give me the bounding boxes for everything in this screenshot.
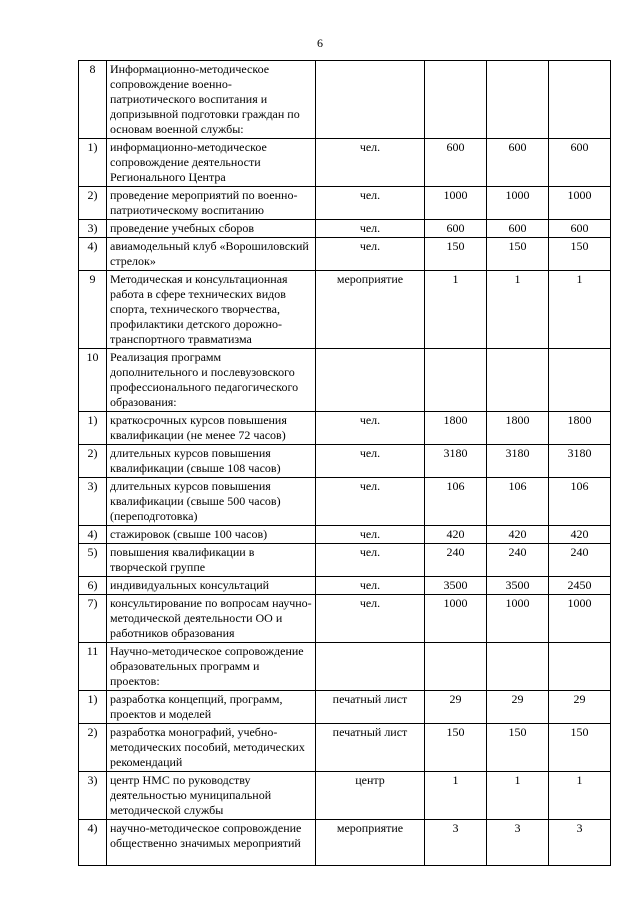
- row-value-3: 1: [549, 271, 611, 349]
- row-value-1: 3: [425, 820, 487, 866]
- row-value-2: 3: [487, 820, 549, 866]
- table-row: [79, 544, 611, 577]
- row-number: 10: [79, 349, 107, 412]
- row-value-3: 1000: [549, 595, 611, 643]
- row-name: Научно-методическое сопровождение образовательных программ и проектов:: [107, 643, 316, 691]
- row-unit: мероприятие: [316, 271, 425, 349]
- table-row: [79, 220, 611, 238]
- table-row: [79, 349, 611, 412]
- row-value-2: 1: [487, 772, 549, 820]
- row-number: 11: [79, 643, 107, 691]
- row-value-2: 420: [487, 526, 549, 544]
- row-value-1: 240: [425, 544, 487, 577]
- row-value-2: 3180: [487, 445, 549, 478]
- services-table: [78, 60, 611, 866]
- row-name: авиамодельный клуб «Ворошиловский стрелок»: [107, 238, 316, 271]
- row-unit: печатный лист: [316, 691, 425, 724]
- table-row: [79, 139, 611, 187]
- row-value-1: 1000: [425, 187, 487, 220]
- row-value-3: 2450: [549, 577, 611, 595]
- row-value-3: 600: [549, 139, 611, 187]
- table-row: [79, 724, 611, 772]
- page-number: 6: [317, 36, 323, 50]
- row-name: краткосрочных курсов повышения квалификации (не менее 72 часов): [107, 412, 316, 445]
- row-name: Информационно-методическое сопровождение военно-патриотического воспитания и допризывной подготовки граждан по основам военной службы:: [107, 61, 316, 139]
- table-row: [79, 271, 611, 349]
- row-value-1: 420: [425, 526, 487, 544]
- row-name: научно-методическое сопровождение общественно значимых мероприятий: [107, 820, 316, 866]
- row-name: разработка монографий, учебно-методических пособий, методических рекомендаций: [107, 724, 316, 772]
- row-unit: центр: [316, 772, 425, 820]
- table-row: [79, 691, 611, 724]
- table-body: [79, 61, 611, 866]
- row-value-3: [549, 643, 611, 691]
- row-value-3: 3180: [549, 445, 611, 478]
- row-name: информационно-методическое сопровождение деятельности Регионального Центра: [107, 139, 316, 187]
- row-value-1: [425, 643, 487, 691]
- row-value-2: 150: [487, 238, 549, 271]
- row-value-1: 150: [425, 724, 487, 772]
- row-value-3: 600: [549, 220, 611, 238]
- row-value-3: 240: [549, 544, 611, 577]
- row-value-2: 1000: [487, 595, 549, 643]
- table-row: [79, 61, 611, 139]
- row-number: 1): [79, 412, 107, 445]
- row-value-1: 1000: [425, 595, 487, 643]
- row-value-2: 1800: [487, 412, 549, 445]
- row-number: 4): [79, 820, 107, 866]
- row-name: стажировок (свыше 100 часов): [107, 526, 316, 544]
- row-value-3: [549, 349, 611, 412]
- row-name: Реализация программ дополнительного и послевузовского профессионального педагогического образования:: [107, 349, 316, 412]
- row-unit: чел.: [316, 412, 425, 445]
- table-row: [79, 820, 611, 866]
- row-value-1: 29: [425, 691, 487, 724]
- table-row: [79, 643, 611, 691]
- row-value-3: 29: [549, 691, 611, 724]
- row-value-2: 240: [487, 544, 549, 577]
- row-number: 3): [79, 220, 107, 238]
- row-unit: мероприятие: [316, 820, 425, 866]
- row-value-3: [549, 61, 611, 139]
- row-value-1: 600: [425, 220, 487, 238]
- row-unit: чел.: [316, 445, 425, 478]
- row-value-2: 600: [487, 220, 549, 238]
- row-unit: [316, 349, 425, 412]
- row-name: длительных курсов повышения квалификации (свыше 108 часов): [107, 445, 316, 478]
- row-value-2: 600: [487, 139, 549, 187]
- row-name: повышения квалификации в творческой группе: [107, 544, 316, 577]
- row-value-1: 1800: [425, 412, 487, 445]
- row-unit: [316, 643, 425, 691]
- row-value-2: 150: [487, 724, 549, 772]
- row-number: 2): [79, 445, 107, 478]
- row-value-1: [425, 349, 487, 412]
- row-value-3: 1: [549, 772, 611, 820]
- table-row: [79, 187, 611, 220]
- row-unit: чел.: [316, 220, 425, 238]
- row-number: 6): [79, 577, 107, 595]
- row-value-3: 3: [549, 820, 611, 866]
- table-row: [79, 577, 611, 595]
- row-value-2: 106: [487, 478, 549, 526]
- row-unit: [316, 61, 425, 139]
- row-name: консультирование по вопросам научно-методической деятельности ОО и работников образования: [107, 595, 316, 643]
- row-number: 4): [79, 238, 107, 271]
- row-value-1: 150: [425, 238, 487, 271]
- table-row: [79, 478, 611, 526]
- row-number: 3): [79, 478, 107, 526]
- row-value-2: 29: [487, 691, 549, 724]
- row-number: 2): [79, 187, 107, 220]
- row-unit: чел.: [316, 139, 425, 187]
- row-number: 2): [79, 724, 107, 772]
- row-number: 5): [79, 544, 107, 577]
- row-value-2: [487, 349, 549, 412]
- row-name: проведение мероприятий по военно-патриотическому воспитанию: [107, 187, 316, 220]
- row-value-3: 150: [549, 724, 611, 772]
- row-value-1: 1: [425, 772, 487, 820]
- row-value-1: [425, 61, 487, 139]
- row-unit: чел.: [316, 526, 425, 544]
- row-value-1: 600: [425, 139, 487, 187]
- table-row: [79, 526, 611, 544]
- row-value-3: 106: [549, 478, 611, 526]
- row-name: индивидуальных консультаций: [107, 577, 316, 595]
- row-number: 1): [79, 139, 107, 187]
- row-name: длительных курсов повышения квалификации (свыше 500 часов) (переподготовка): [107, 478, 316, 526]
- row-number: 9: [79, 271, 107, 349]
- row-name: проведение учебных сборов: [107, 220, 316, 238]
- row-value-2: [487, 643, 549, 691]
- row-number: 1): [79, 691, 107, 724]
- row-value-2: [487, 61, 549, 139]
- row-value-3: 150: [549, 238, 611, 271]
- row-unit: чел.: [316, 187, 425, 220]
- table-row: [79, 772, 611, 820]
- row-value-2: 3500: [487, 577, 549, 595]
- row-unit: печатный лист: [316, 724, 425, 772]
- table-row: [79, 238, 611, 271]
- row-number: 3): [79, 772, 107, 820]
- row-value-1: 3500: [425, 577, 487, 595]
- row-unit: чел.: [316, 478, 425, 526]
- row-number: 4): [79, 526, 107, 544]
- row-unit: чел.: [316, 238, 425, 271]
- row-unit: чел.: [316, 544, 425, 577]
- row-value-2: 1000: [487, 187, 549, 220]
- row-unit: чел.: [316, 577, 425, 595]
- table-row: [79, 595, 611, 643]
- table-row: [79, 445, 611, 478]
- table-row: [79, 412, 611, 445]
- row-value-1: 106: [425, 478, 487, 526]
- row-number: 7): [79, 595, 107, 643]
- row-name: центр НМС по руководству деятельностью муниципальной методической службы: [107, 772, 316, 820]
- row-value-3: 420: [549, 526, 611, 544]
- row-unit: чел.: [316, 595, 425, 643]
- row-value-3: 1000: [549, 187, 611, 220]
- row-name: разработка концепций, программ, проектов и моделей: [107, 691, 316, 724]
- row-value-1: 3180: [425, 445, 487, 478]
- row-value-1: 1: [425, 271, 487, 349]
- row-value-3: 1800: [549, 412, 611, 445]
- row-value-2: 1: [487, 271, 549, 349]
- row-name: Методическая и консультационная работа в сфере технических видов спорта, технического творчества, профилактики детского дорожно-транспортного травматизма: [107, 271, 316, 349]
- row-number: 8: [79, 61, 107, 139]
